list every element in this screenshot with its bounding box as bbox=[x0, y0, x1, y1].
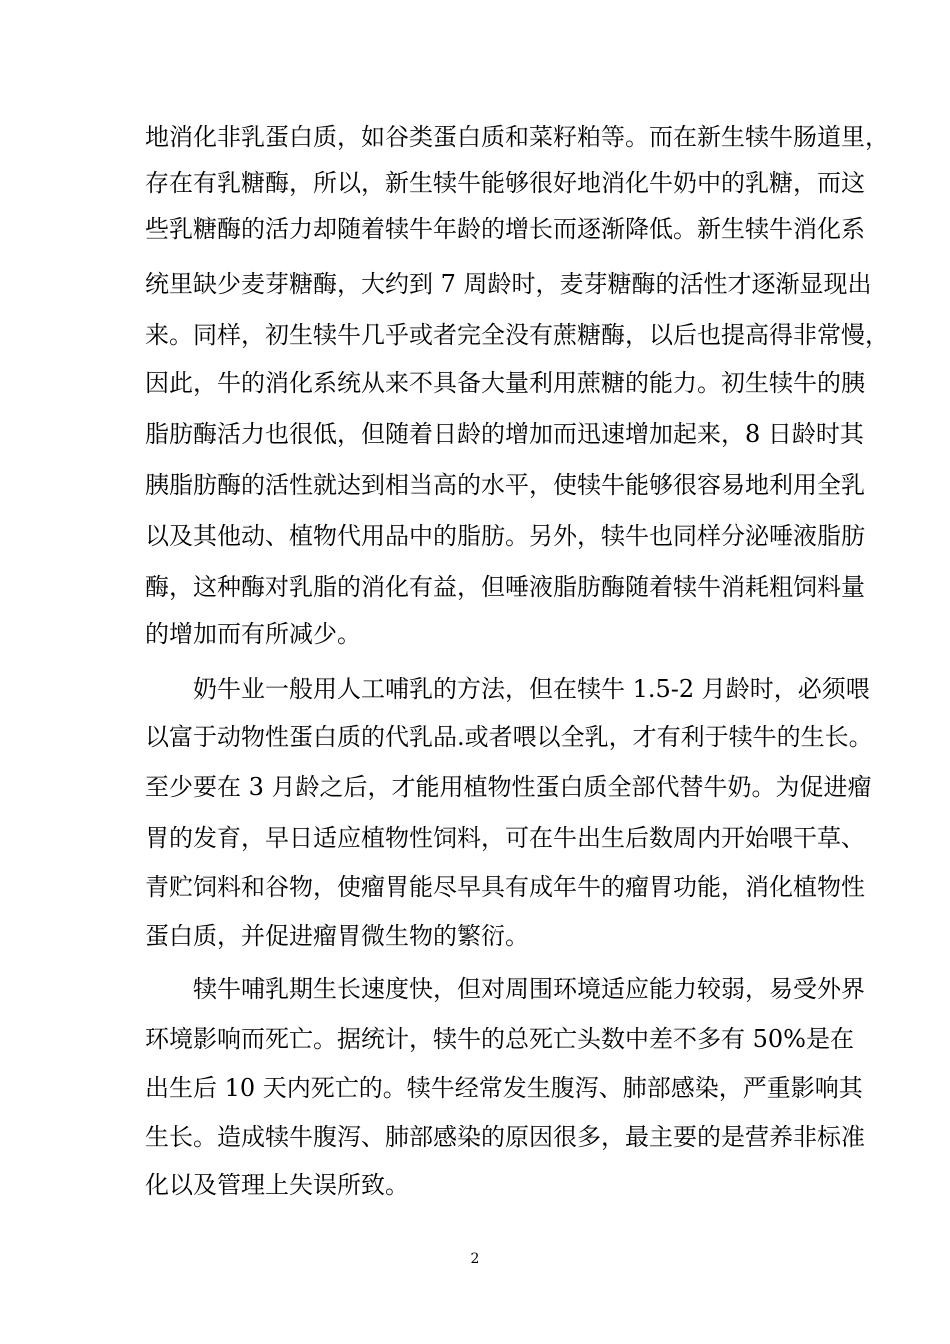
text-line: 来。同样，初生犊牛几乎或者完全没有蔗糖酶，以后也提高得非常慢， bbox=[145, 321, 889, 349]
text-line: 存在有乳糖酶，所以，新生犊牛能够很好地消化牛奶中的乳糖，而这 bbox=[145, 169, 865, 197]
text-line: 奶牛业一般用人工哺乳的方法，但在犊牛 1.5-2 月龄时，必须喂 bbox=[193, 675, 870, 703]
text-line: 蛋白质，并促进瘤胃微生物的繁衍。 bbox=[145, 922, 529, 950]
text-line: 青贮饲料和谷物，使瘤胃能尽早具有成年牛的瘤胃功能，消化植物性 bbox=[145, 873, 865, 901]
text-line: 脂肪酶活力也很低，但随着日龄的增加而迅速增加起来，8 日龄时其 bbox=[145, 420, 864, 448]
text-line: 至少要在 3 月龄之后，才能用植物性蛋白质全部代替牛奶。为促进瘤 bbox=[145, 773, 872, 801]
text-line: 地消化非乳蛋白质，如谷类蛋白质和菜籽粕等。而在新生犊牛肠道里， bbox=[145, 123, 889, 151]
text-line: 因此，牛的消化系统从来不具备大量利用蔗糖的能力。初生犊牛的胰 bbox=[145, 369, 865, 397]
page-number: 2 bbox=[470, 1251, 480, 1267]
text-line: 些乳糖酶的活力却随着犊牛年龄的增长而逐渐降低。新生犊牛消化系 bbox=[145, 215, 865, 243]
text-line: 以及其他动、植物代用品中的脂肪。另外，犊牛也同样分泌唾液脂肪 bbox=[145, 522, 865, 550]
text-line: 化以及管理上失误所致。 bbox=[145, 1171, 409, 1199]
text-line: 胃的发育，早日适应植物性饲料，可在牛出生后数周内开始喂干草、 bbox=[145, 824, 865, 852]
text-line: 生长。造成犊牛腹泻、肺部感染的原因很多，最主要的是营养非标准 bbox=[145, 1123, 865, 1151]
text-line: 统里缺少麦芽糖酶，大约到 7 周龄时，麦芽糖酶的活性才逐渐显现出 bbox=[145, 270, 872, 298]
text-line: 出生后 10 天内死亡的。犊牛经常发生腹泻、肺部感染，严重影响其 bbox=[145, 1074, 863, 1102]
text-line: 犊牛哺乳期生长速度快，但对周围环境适应能力较弱，易受外界 bbox=[193, 975, 865, 1003]
text-line: 以富于动物性蛋白质的代乳品.或者喂以全乳，才有利于犊牛的生长。 bbox=[145, 723, 873, 751]
text-line: 的增加而有所减少。 bbox=[145, 620, 361, 648]
text-line: 酶，这种酶对乳脂的消化有益，但唾液脂肪酶随着犊牛消耗粗饲料量 bbox=[145, 573, 865, 601]
text-line: 胰脂肪酶的活性就达到相当高的水平，使犊牛能够很容易地利用全乳 bbox=[145, 471, 865, 499]
text-line: 环境影响而死亡。据统计，犊牛的总死亡头数中差不多有 50%是在 bbox=[145, 1025, 854, 1053]
